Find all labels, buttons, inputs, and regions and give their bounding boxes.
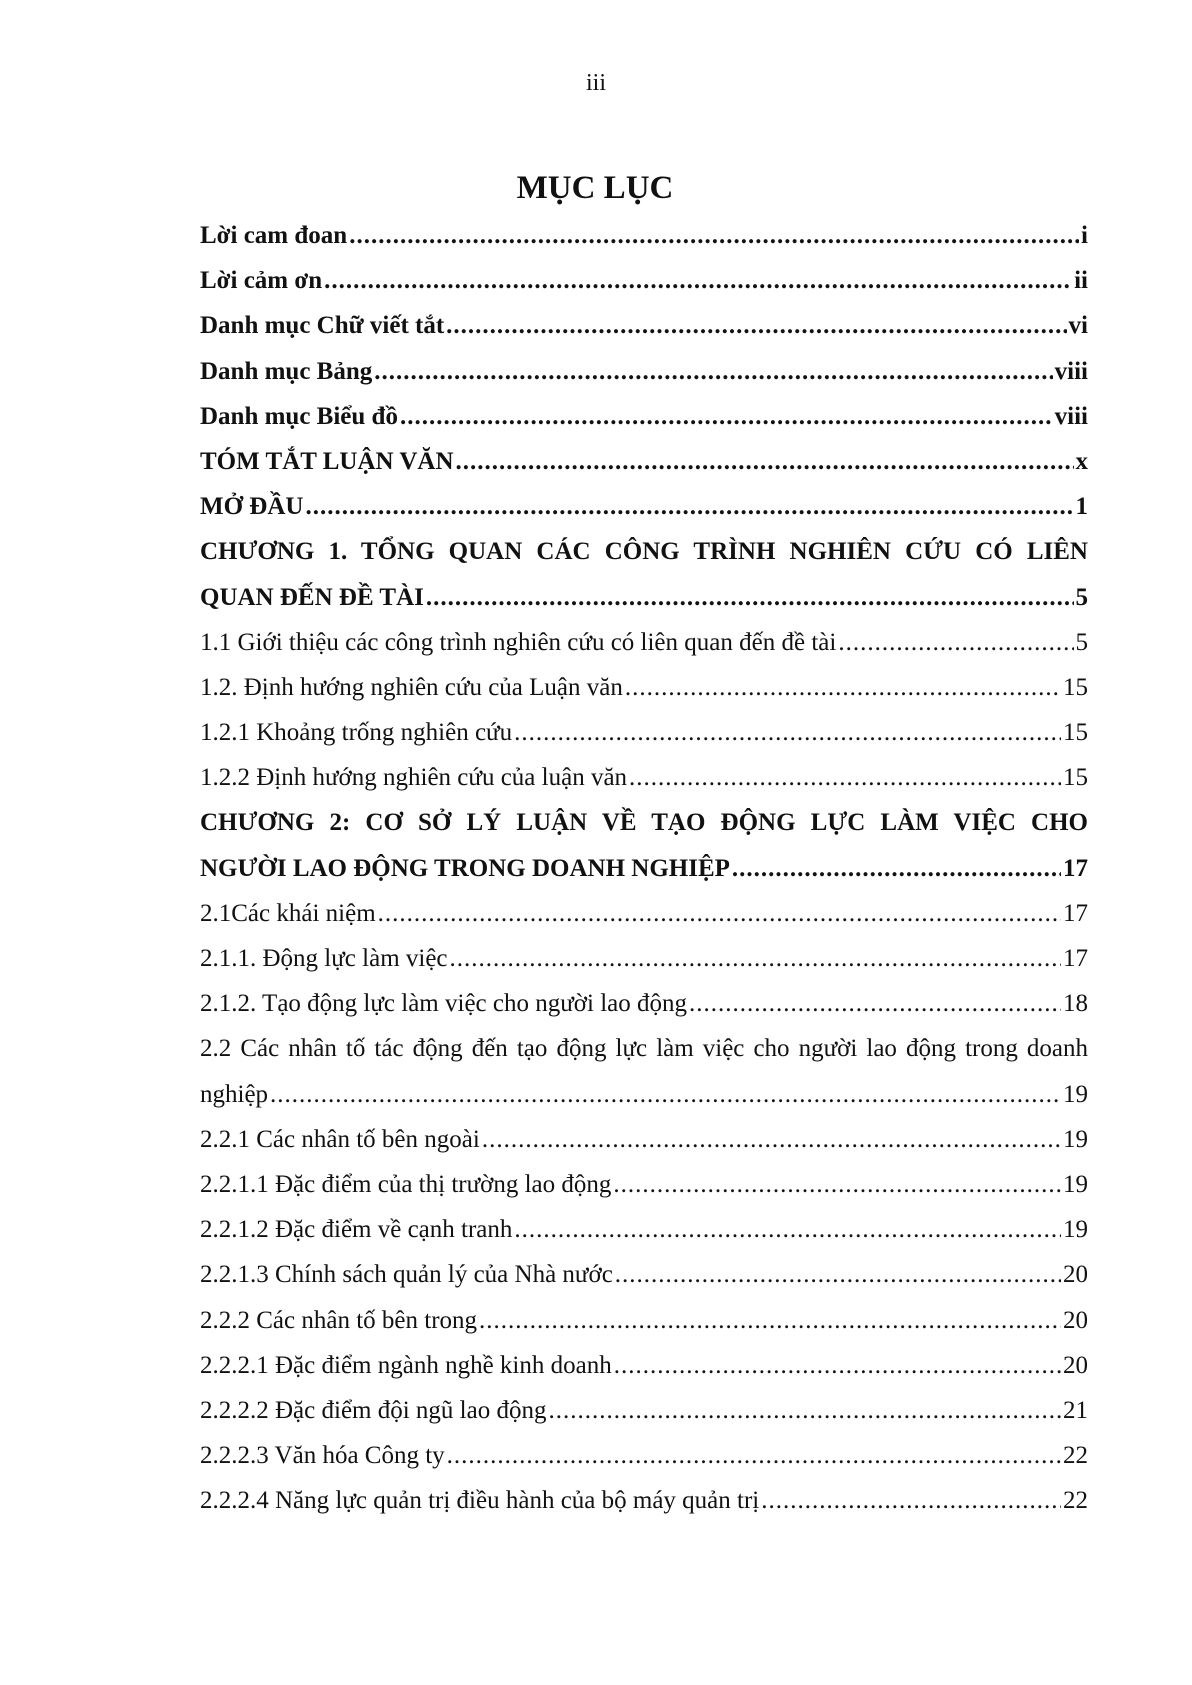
toc-entry-page: 22 xyxy=(1063,1487,1088,1515)
dot-leader xyxy=(625,665,1061,710)
toc-entry-page: 17 xyxy=(1063,854,1088,882)
toc-title: MỤC LỤC xyxy=(516,170,674,206)
toc-entry-page: 19 xyxy=(1063,1216,1088,1244)
toc-entry xyxy=(200,484,1088,529)
toc-entry-label: TÓM TẮT LUẬN VĂN xyxy=(200,447,454,475)
toc-entry-label: 2.2.1.2 Đặc điểm về cạnh tranh xyxy=(200,1216,513,1244)
toc-entry xyxy=(200,258,1088,303)
toc-entry-page: viii xyxy=(1054,402,1088,430)
toc-entry-label: Lời cảm ơn xyxy=(200,267,323,295)
toc-entry xyxy=(200,1298,1088,1343)
toc-entry-label: CHƯƠNG 2: CƠ SỞ LÝ LUẬN VỀ TẠO ĐỘNG LỰC LÀM VIỆC CHO xyxy=(200,809,1088,837)
toc-entry xyxy=(200,1026,1088,1071)
toc-entry-page: x xyxy=(1075,447,1088,475)
toc-entry-label: 2.2.2.4 Năng lực quản trị điều hành của bộ máy quản trị xyxy=(200,1487,760,1515)
toc-entry-page: 20 xyxy=(1063,1261,1088,1289)
toc-entry-page: vi xyxy=(1068,312,1088,340)
dot-leader xyxy=(514,710,1061,755)
toc-entry-page: 20 xyxy=(1063,1306,1088,1334)
dot-leader xyxy=(689,981,1061,1026)
toc-entry-label: 2.2.2.3 Văn hóa Công ty xyxy=(200,1442,445,1470)
dot-leader xyxy=(615,1252,1061,1297)
toc-entry-label: CHƯƠNG 1. TỔNG QUAN CÁC CÔNG TRÌNH NGHIÊN CỨU CÓ LIÊN xyxy=(200,538,1088,566)
toc-entry xyxy=(200,213,1088,258)
dot-leader xyxy=(378,891,1061,936)
toc-entry-label: 2.2.1.1 Đặc điểm của thị trường lao động xyxy=(200,1170,612,1198)
toc-entry-page: 19 xyxy=(1063,1080,1088,1108)
toc-entry xyxy=(200,439,1088,484)
toc-entry xyxy=(200,1207,1088,1252)
toc-entry-label: 1.2.1 Khoảng trống nghiên cứu xyxy=(200,719,513,747)
toc-entry-page: 1 xyxy=(1075,493,1088,521)
toc-entry-page: ii xyxy=(1074,267,1088,295)
toc-entry-label: NGƯỜI LAO ĐỘNG TRONG DOANH NGHIỆP xyxy=(200,854,730,882)
dot-leader xyxy=(732,846,1061,891)
toc-entry-label: 2.2.2 Các nhân tố bên trong xyxy=(200,1306,478,1334)
toc-entry-label: MỞ ĐẦU xyxy=(200,493,304,521)
toc-entry-label: Danh mục Biểu đồ xyxy=(200,402,398,430)
toc-entry xyxy=(200,1117,1088,1162)
dot-leader xyxy=(349,213,1079,258)
toc-entry-label: 1.2.2 Định hướng nghiên cứu của luận văn xyxy=(200,764,628,792)
toc-entry xyxy=(200,394,1088,439)
toc-entry xyxy=(200,755,1088,800)
dot-leader xyxy=(270,1072,1061,1117)
dot-leader xyxy=(482,1117,1061,1162)
dot-leader xyxy=(447,1433,1061,1478)
toc-entry-label: 2.2.1.3 Chính sách quản lý của Nhà nước xyxy=(200,1261,613,1289)
toc-entry-page: 15 xyxy=(1063,764,1088,792)
toc-entry-page: 15 xyxy=(1063,673,1088,701)
toc-entry xyxy=(200,1478,1088,1523)
dot-leader xyxy=(446,303,1066,348)
page-number: iii xyxy=(585,70,606,96)
toc-entry-page: 18 xyxy=(1063,990,1088,1018)
toc-entry-label: 1.2. Định hướng nghiên cứu của Luận văn xyxy=(200,673,623,701)
dot-leader xyxy=(400,394,1053,439)
toc-entry-label: 2.1Các khái niệm xyxy=(200,899,376,927)
toc-entry-page: viii xyxy=(1054,357,1088,385)
dot-leader xyxy=(629,755,1061,800)
dot-leader xyxy=(456,439,1074,484)
toc-entry xyxy=(200,575,1088,620)
toc-entry xyxy=(200,1343,1088,1388)
toc-entry xyxy=(200,1162,1088,1207)
dot-leader xyxy=(514,1207,1061,1252)
toc-entry xyxy=(200,1388,1088,1433)
dot-leader xyxy=(548,1388,1061,1433)
toc-entry-page: 19 xyxy=(1063,1170,1088,1198)
toc-entry-page: 5 xyxy=(1075,583,1088,611)
toc-entry xyxy=(200,529,1088,574)
dot-leader xyxy=(838,620,1073,665)
toc-entry-label: 2.2.1 Các nhân tố bên ngoài xyxy=(200,1125,480,1153)
toc-entry xyxy=(200,1433,1088,1478)
dot-leader xyxy=(613,1162,1061,1207)
dot-leader xyxy=(324,258,1072,303)
toc-entry-label: 2.2.2.2 Đặc điểm đội ngũ lao động xyxy=(200,1396,547,1424)
toc-entry xyxy=(200,891,1088,936)
dot-leader xyxy=(479,1298,1061,1343)
toc-entry-label: QUAN ĐẾN ĐỀ TÀI xyxy=(200,583,424,611)
toc-entry-page: 17 xyxy=(1063,945,1088,972)
toc-entry-page: 22 xyxy=(1063,1442,1088,1470)
dot-leader xyxy=(450,936,1061,981)
toc-entry xyxy=(200,349,1088,394)
toc-entry xyxy=(200,303,1088,348)
toc-entry-label: 2.1.2. Tạo động lực làm việc cho người lao động xyxy=(200,990,687,1018)
toc-entry xyxy=(200,665,1088,710)
toc-entry xyxy=(200,846,1088,891)
toc-entry-label: Danh mục Chữ viết tắt xyxy=(200,312,445,340)
toc-entry xyxy=(200,936,1088,981)
toc-entry-label: nghiệp xyxy=(200,1080,269,1108)
toc-entry-page: i xyxy=(1081,222,1088,249)
toc-entry-label: 2.1.1. Động lực làm việc xyxy=(200,945,448,972)
toc-entry-page: 15 xyxy=(1063,719,1088,747)
dot-leader xyxy=(614,1343,1061,1388)
toc-entry-label: 2.2 Các nhân tố tác động đến tạo động lực làm việc cho người lao động trong doanh xyxy=(200,1035,1088,1063)
dot-leader xyxy=(426,575,1074,620)
dot-leader xyxy=(374,349,1052,394)
dot-leader xyxy=(305,484,1073,529)
toc-entry xyxy=(200,620,1088,665)
toc-entry-label: Danh mục Bảng xyxy=(200,357,373,385)
toc-entry-page: 21 xyxy=(1063,1396,1088,1424)
dot-leader xyxy=(761,1478,1061,1523)
toc-entry xyxy=(200,800,1088,845)
toc-entry xyxy=(200,710,1088,755)
toc-entry-page: 19 xyxy=(1063,1125,1088,1153)
table-of-contents xyxy=(200,213,1088,1523)
toc-entry xyxy=(200,1252,1088,1297)
toc-entry xyxy=(200,1072,1088,1117)
toc-entry xyxy=(200,981,1088,1026)
toc-entry-page: 5 xyxy=(1075,628,1088,656)
toc-entry-page: 20 xyxy=(1063,1351,1088,1379)
toc-entry-page: 17 xyxy=(1063,899,1088,927)
toc-entry-label: 2.2.2.1 Đặc điểm ngành nghề kinh doanh xyxy=(200,1351,612,1379)
toc-entry-label: Lời cam đoan xyxy=(200,222,348,249)
toc-entry-label: 1.1 Giới thiệu các công trình nghiên cứu có liên quan đến đề tài xyxy=(200,628,837,656)
